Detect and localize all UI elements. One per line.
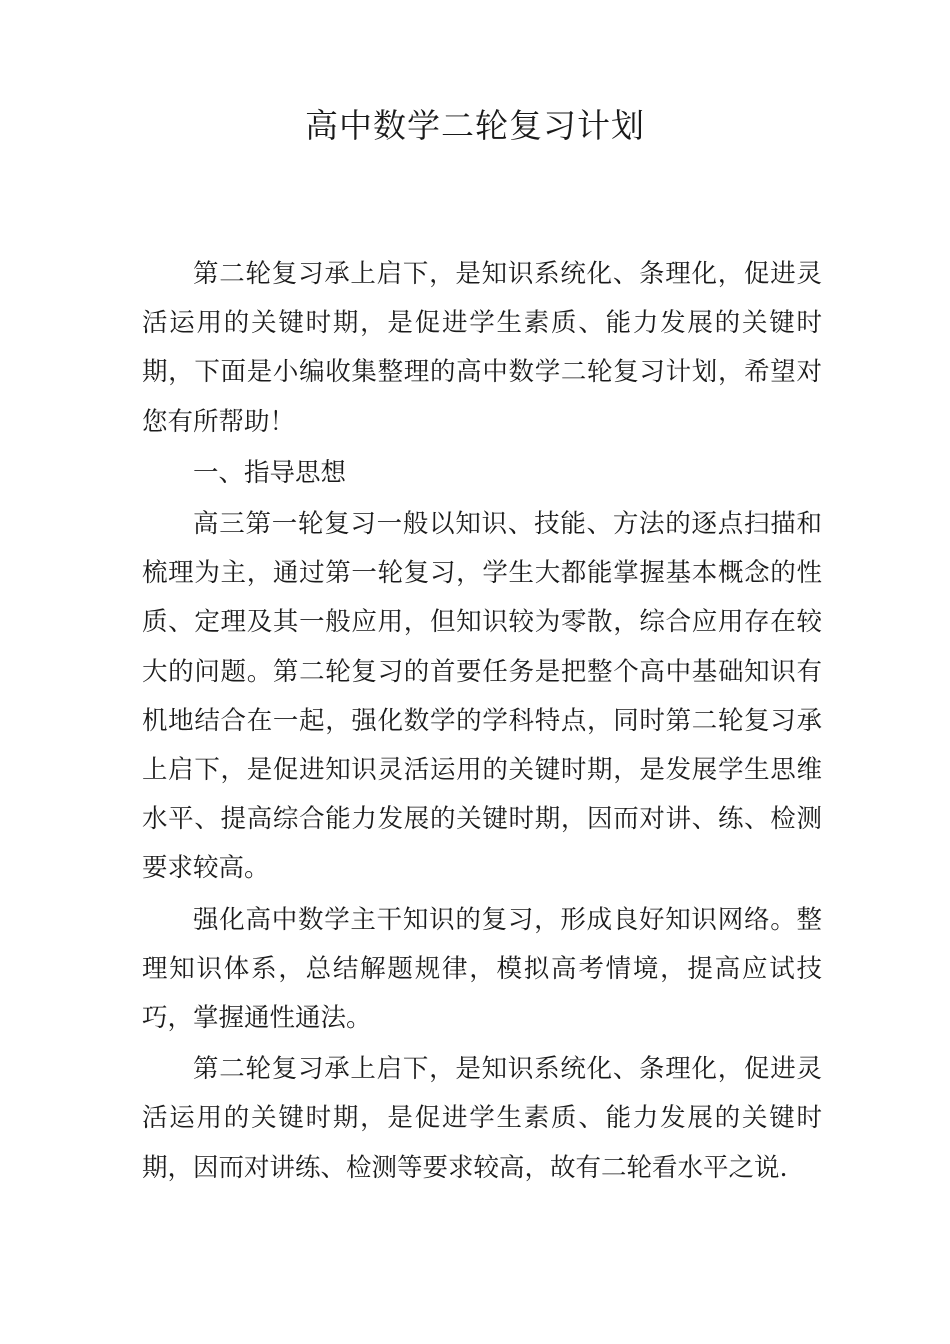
body-paragraph-second-round: 第二轮复习承上启下，是知识系统化、条理化，促进灵活运用的关键时期，是促进学生素质、能力发展的关键时期，因而对讲练、检测等要求较高，故有二轮看水平之说. [142, 1054, 822, 1183]
intro-paragraph: 第二轮复习承上启下，是知识系统化、条理化，促进灵活运用的关键时期，是促进学生素质、能力发展的关键时期，下面是小编收集整理的高中数学二轮复习计划，希望对您有所帮助！ [142, 259, 822, 437]
body-paragraph-core-knowledge: 强化高中数学主干知识的复习，形成良好知识网络。整理知识体系，总结解题规律，模拟高考情境，提高应试技巧，掌握通性通法。 [142, 904, 822, 1034]
document-body [142, 250, 822, 1195]
section-heading-guiding-thought: 一、指导思想 [193, 457, 347, 488]
document-title: 高中数学二轮复习计划 [305, 106, 645, 145]
body-paragraph-first-round: 高三第一轮复习一般以知识、技能、方法的逐点扫描和梳理为主，通过第一轮复习，学生大都能掌握基本概念的性质、定理及其一般应用，但知识较为零散，综合应用存在较大的问题。第二轮复习的首要任务是把整个高中基础知识有机地结合在一起，强化数学的学科特点，同时第二轮复习承上启下，是促进知识灵活运用的关键时期，是发展学生思维水平、提高综合能力发展的关键时期，因而对讲、练、检测要求较高。 [142, 509, 822, 884]
